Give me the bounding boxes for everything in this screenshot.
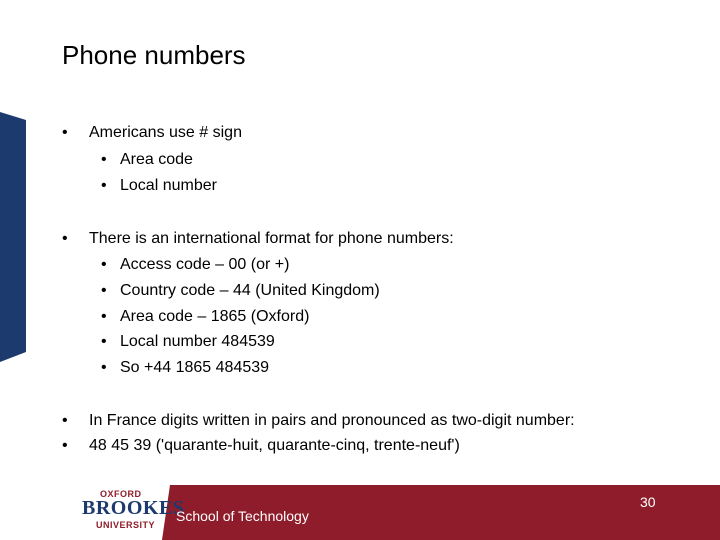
bullet-marker: • [101, 308, 107, 325]
sub-bullet-item: Local number 484539 [120, 333, 275, 350]
oxford-brookes-logo [82, 489, 185, 535]
bullet-marker: • [101, 256, 107, 273]
sub-bullet-item: So +44 1865 484539 [120, 359, 270, 376]
bullet-item: 48 45 39 ('quarante-huit, quarante-cinq, trente-neuf') [89, 437, 460, 454]
slide-title: Phone numbers [62, 40, 246, 70]
footer-school-name: School of Technology [176, 508, 309, 524]
page-number: 30 [640, 494, 656, 510]
logo-line-university: UNIVERSITY [96, 520, 156, 530]
logo-line-oxford: OXFORD [100, 489, 142, 499]
sub-bullet-item: Access code – 00 (or +) [120, 256, 290, 273]
sub-bullet-item: Local number [120, 177, 217, 194]
bullet-marker: • [101, 177, 107, 194]
bullet-marker: • [101, 151, 107, 168]
bullet-item: Americans use # sign [89, 124, 242, 141]
bullet-marker: • [62, 437, 68, 454]
bullet-item: There is an international format for phone numbers: [89, 230, 454, 247]
side-accent-shape [0, 112, 26, 362]
bullet-marker: • [62, 412, 68, 429]
bullet-marker: • [101, 333, 107, 350]
bullet-item: In France digits written in pairs and pronounced as two-digit number: [89, 412, 575, 429]
bullet-marker: • [101, 282, 107, 299]
bullet-marker: • [101, 359, 107, 376]
bullet-marker: • [62, 124, 68, 141]
bullet-marker: • [62, 230, 68, 247]
logo-line-brookes: BROOKES [82, 497, 185, 519]
sub-bullet-item: Area code [120, 151, 193, 168]
sub-bullet-item: Country code – 44 (United Kingdom) [120, 282, 380, 299]
sub-bullet-item: Area code – 1865 (Oxford) [120, 308, 310, 325]
